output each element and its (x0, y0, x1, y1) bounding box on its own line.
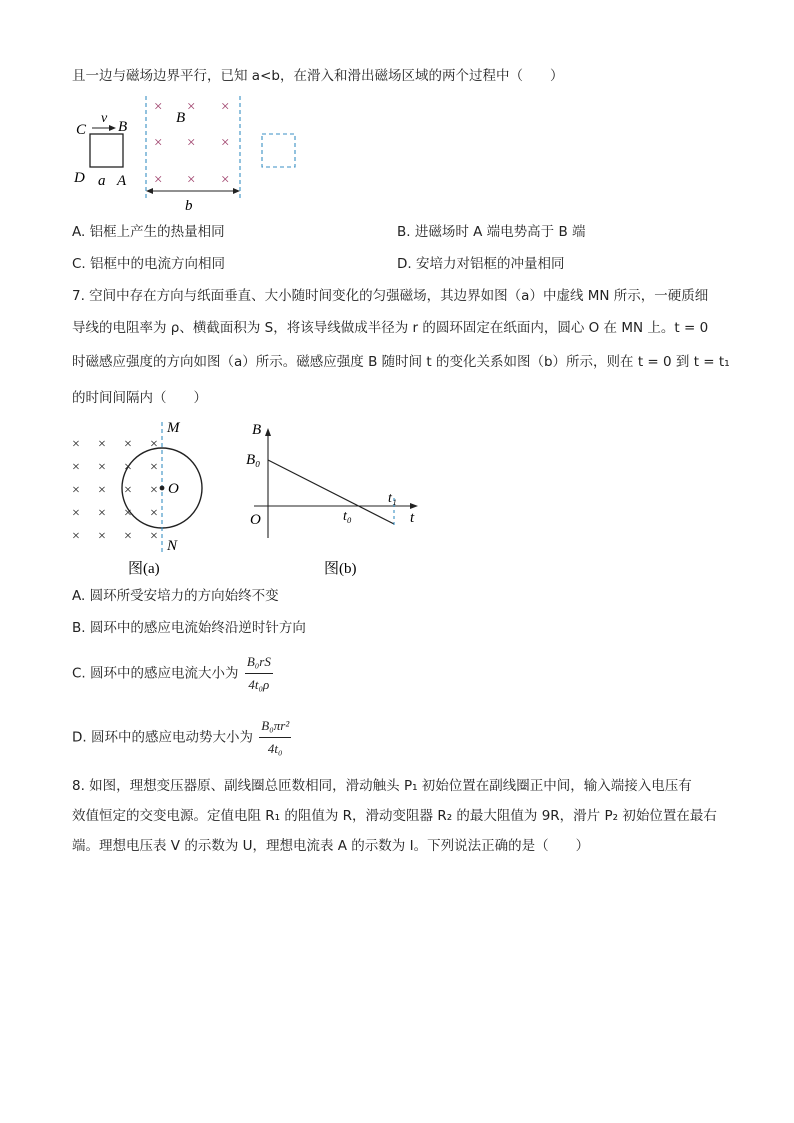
q8-stem-line2: 效值恒定的交变电源。定值电阻 R₁ 的阻值为 R，滑动变阻器 R₂ 的最大阻值为 9R，滑片 P₂ 初始位置在最右 (72, 808, 717, 824)
label-B-axis: B (252, 422, 262, 438)
cross-mark-icon: × (98, 529, 106, 544)
q6-option-B: B. 进磁场时 A 端电势高于 B 端 (397, 224, 586, 240)
cross-mark-icon: × (150, 483, 158, 498)
q7-figure-a (70, 418, 220, 580)
q7-figure-b (244, 418, 424, 580)
q7-stem-line2: 导线的电阻率为 ρ、横截面积为 S，将该导线做成半径为 r 的圆环固定在纸面内，圆心 O 在 MN 上。t = 0 (72, 320, 709, 336)
label-M: M (167, 420, 180, 436)
fraction-denominator: 4t₀ρ (248, 677, 270, 692)
caption-b: 图(b) (324, 561, 357, 577)
q7-option-C-fraction (245, 652, 273, 695)
q7-option-C (72, 652, 273, 695)
cross-mark-icon: × (72, 460, 80, 475)
cross-mark-icon: × (187, 135, 196, 151)
cross-mark-icon: × (154, 172, 163, 188)
q7-option-D (72, 716, 291, 759)
label-A: A (117, 173, 127, 189)
caption-a: 图(a) (128, 561, 160, 577)
q8-stem-line3: 端。理想电压表 V 的示数为 U，理想电流表 A 的示数为 I。下列说法正确的是（ ） (72, 838, 590, 854)
q7-option-A: A. 圆环所受安培力的方向始终不变 (72, 588, 279, 604)
q6-figure (70, 92, 310, 214)
label-t: t (410, 510, 415, 526)
cross-mark-icon: × (124, 483, 132, 498)
cross-mark-icon: × (221, 172, 230, 188)
cross-mark-icon: × (124, 529, 132, 544)
cross-mark-icon: × (221, 99, 230, 115)
label-b: b (185, 198, 193, 214)
cross-mark-icon: × (98, 506, 106, 521)
cross-mark-icon: × (221, 135, 230, 151)
label-v: v (101, 111, 108, 126)
q6-option-D: D. 安培力对铝框的冲量相同 (397, 256, 565, 272)
q7-stem-line4: 的时间间隔内（ ） (72, 390, 207, 406)
cross-mark-icon: × (72, 483, 80, 498)
cross-mark-icon: × (187, 172, 196, 188)
label-a: a (98, 173, 106, 189)
label-t1: t₁ (388, 491, 397, 506)
label-B0: B₀ (246, 452, 261, 468)
cross-mark-icon: × (187, 99, 196, 115)
cross-mark-icon: × (72, 529, 80, 544)
frame-exit-dashed (262, 134, 295, 167)
q7-option-D-text: D. 圆环中的感应电动势大小为 (72, 729, 253, 746)
label-O-b: O (250, 512, 261, 528)
label-C: C (76, 122, 87, 138)
cross-mark-icon: × (124, 506, 132, 521)
frame-square (90, 134, 123, 167)
q7-option-D-fraction (259, 716, 291, 759)
cross-mark-icon: × (72, 506, 80, 521)
cross-mark-icon: × (124, 437, 132, 452)
label-N: N (167, 538, 178, 554)
q7-stem-line1: 7. 空间中存在方向与纸面垂直、大小随时间变化的匀强磁场，其边界如图（a）中虚线 MN 所示，一硬质细 (72, 288, 709, 304)
width-b-arrow (146, 188, 240, 194)
center-dot (160, 486, 165, 491)
cross-mark-icon: × (98, 460, 106, 475)
q6-option-A: A. 铝框上产生的热量相同 (72, 224, 225, 240)
q7-option-B: B. 圆环中的感应电流始终沿逆时针方向 (72, 620, 306, 636)
B-t-line (268, 460, 394, 524)
cross-mark-icon: × (124, 460, 132, 475)
cross-mark-icon: × (98, 437, 106, 452)
cross-mark-icon: × (150, 460, 158, 475)
q7-option-C-text: C. 圆环中的感应电流大小为 (72, 665, 239, 682)
field-marks-a (72, 437, 158, 544)
label-O-a: O (168, 481, 179, 497)
fraction-numerator: B₀πr² (259, 716, 291, 738)
cross-mark-icon: × (150, 529, 158, 544)
q6-stem-tail: 且一边与磁场边界平行，已知 a<b，在滑入和滑出磁场区域的两个过程中（ ） (72, 68, 564, 84)
q6-option-C: C. 铝框中的电流方向相同 (72, 256, 226, 272)
label-D: D (74, 170, 85, 186)
q7-stem-line3: 时磁感应强度的方向如图（a）所示。磁感应强度 B 随时间 t 的变化关系如图（b）所示，则在 t = 0 到 t = t₁ (72, 354, 730, 370)
cross-mark-icon: × (150, 506, 158, 521)
cross-mark-icon: × (72, 437, 80, 452)
field-marks (154, 99, 229, 188)
cross-mark-icon: × (98, 483, 106, 498)
cross-mark-icon: × (154, 135, 163, 151)
fraction-numerator: B₀rS (245, 652, 273, 674)
label-B-corner: B (118, 119, 128, 135)
cross-mark-icon: × (154, 99, 163, 115)
label-B-field: B (176, 110, 186, 126)
q8-stem-line1: 8. 如图，理想变压器原、副线圈总匝数相同，滑动触头 P₁ 初始位置在副线圈正中间，输入端接入电压有 (72, 778, 692, 794)
cross-mark-icon: × (150, 437, 158, 452)
label-t0: t₀ (343, 509, 352, 524)
fraction-denominator: 4t₀ (267, 741, 283, 756)
